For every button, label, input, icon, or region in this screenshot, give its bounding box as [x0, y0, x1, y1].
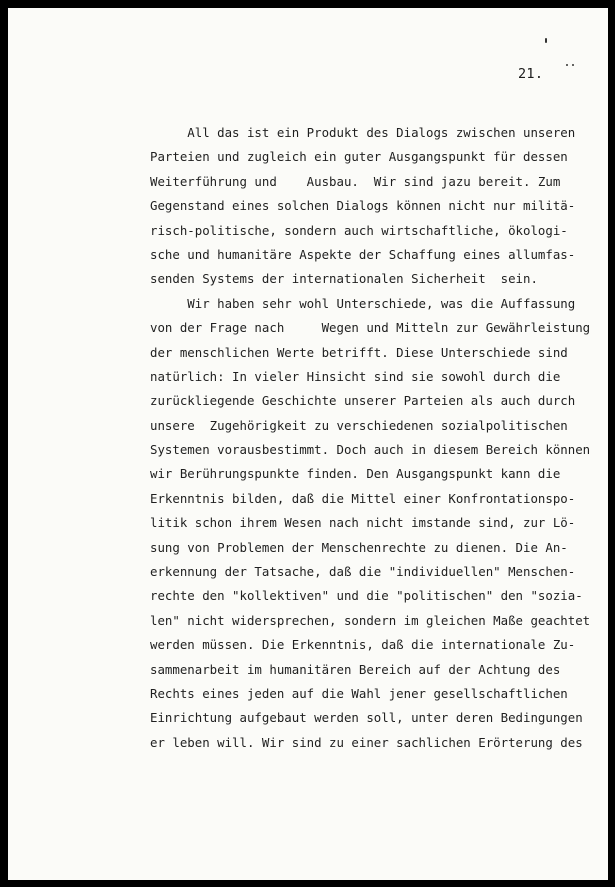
- typewritten-body: [150, 121, 595, 755]
- text-line: All das ist ein Produkt des Dialogs zwischen unseren: [150, 125, 576, 140]
- text-line: Systemen vorausbestimmt. Doch auch in diesem Bereich können: [150, 442, 591, 458]
- text-line: wir Berührungspunkte finden. Den Ausgangspunkt kann die: [150, 466, 561, 482]
- scan-speck: [545, 38, 547, 43]
- text-line: werden müssen. Die Erkenntnis, daß die internationale Zu-: [150, 637, 576, 653]
- text-line: sammenarbeit im humanitären Bereich auf der Achtung des: [150, 661, 561, 677]
- text-line: rechte den "kollektiven" und die "politischen" den "sozia-: [150, 588, 583, 604]
- text-line: sche und humanitäre Aspekte der Schaffung eines allumfas-: [150, 246, 576, 262]
- text-line: Rechts eines jeden auf die Wahl jener gesellschaftlichen: [150, 685, 568, 701]
- text-line: unsere Zugehörigkeit zu verschiedenen sozialpolitischen: [150, 417, 568, 433]
- text-line: risch-politische, sondern auch wirtschaftliche, ökologi-: [150, 222, 568, 238]
- page-number: 21.: [518, 66, 544, 82]
- text-line: Einrichtung aufgebaut werden soll, unter deren Bedingungen: [150, 710, 583, 726]
- text-line: Erkenntnis bilden, daß die Mittel einer Konfrontationspo-: [150, 490, 576, 506]
- text-line: len" nicht widersprechen, sondern im gleichen Maße geachtet: [150, 612, 591, 628]
- document-page: [8, 8, 608, 880]
- text-line: erkennung der Tatsache, daß die "individuellen" Menschen-: [150, 564, 576, 580]
- text-line: der menschlichen Werte betrifft. Diese Unterschiede sind: [150, 344, 568, 360]
- scan-speck: [572, 64, 574, 66]
- text-line: litik schon ihrem Wesen nach nicht imstande sind, zur Lö-: [150, 515, 576, 531]
- text-line: von der Frage nach Wegen und Mitteln zur Gewährleistung: [150, 320, 591, 336]
- text-line: sung von Problemen der Menschenrechte zu dienen. Die An-: [150, 539, 568, 555]
- text-line: natürlich: In vieler Hinsicht sind sie sowohl durch die: [150, 368, 561, 384]
- text-line: er leben will. Wir sind zu einer sachlichen Erörterung des: [150, 734, 583, 750]
- text-line: Parteien und zugleich ein guter Ausgangspunkt für dessen: [150, 149, 568, 165]
- text-line: Gegenstand eines solchen Dialogs können nicht nur militä-: [150, 198, 576, 214]
- text-line: senden Systems der internationalen Sicherheit sein.: [150, 271, 538, 287]
- text-line: zurückliegende Geschichte unserer Parteien als auch durch: [150, 393, 576, 409]
- scan-speck: [566, 64, 568, 66]
- text-line: Wir haben sehr wohl Unterschiede, was die Auffassung: [150, 295, 576, 311]
- text-line: Weiterführung und Ausbau. Wir sind jazu bereit. Zum: [150, 173, 561, 189]
